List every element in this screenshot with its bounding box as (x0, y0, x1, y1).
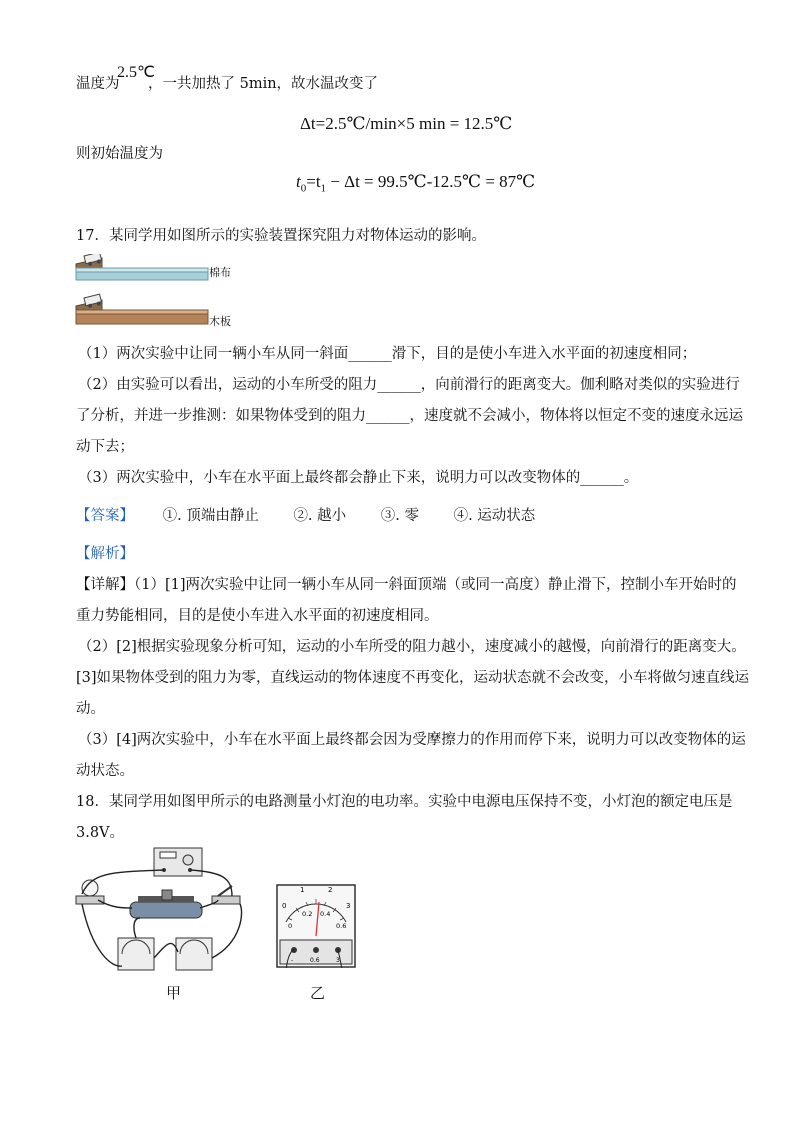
tick-bottom-0: 0 (288, 922, 293, 930)
detail-2: 重力势能相同，目的是使小车进入水平面的初速度相同。 (76, 608, 439, 624)
q17-part2c: 动下去； (76, 439, 134, 455)
tick-edge-right: 3 (346, 902, 351, 910)
answer-tag: 【答案】 (76, 508, 134, 524)
answer-row (76, 506, 549, 526)
label-wood: 木板 (209, 315, 231, 328)
equation-delta-t: Δt=2.5℃/min×5 min = 12.5℃ (300, 114, 513, 133)
tick-bottom-06: 0.6 (336, 922, 347, 930)
q17-stem: 17．某同学用如图所示的实验装置探究阻力对物体运动的影响。 (76, 228, 486, 244)
rheostat (130, 890, 202, 918)
detail-7: 动状态。 (76, 763, 134, 779)
q17-part3: （3）两次实验中，小车在水平面上最终都会静止下来，说明力可以改变物体的______。 (78, 470, 639, 486)
ammeter-dial-figure (276, 884, 356, 968)
terminal-3: 3 (336, 957, 340, 964)
detail-4: [3]如果物体受到的阻力为零，直线运动的物体速度不再变化，运动状态就不会改变，小车将做匀速直线运 (76, 670, 750, 686)
equation-initial-temp: $t_0=t_1 - \Delta t$ = 99.5℃-12.5℃ = 87℃ (296, 172, 536, 195)
terminal-neg: - (291, 957, 294, 964)
detail-6: （3）[4]两次实验中，小车在水平面上最终都会因为受摩擦力的作用而停下来，说明力可以改变物体的运 (78, 732, 746, 748)
temp-rate-value: 2.5℃ (117, 64, 155, 81)
tick-top-1: 1 (300, 886, 305, 894)
q17-part2a: （2）由实验可以看出，运动的小车所受的阻力______，向前滑行的距离变大。伽利略对类似的实验进行 (78, 377, 740, 393)
tick-top-2: 2 (328, 886, 333, 894)
line-temp-rate (76, 74, 120, 94)
tick-bottom-04: 0.4 (320, 910, 331, 918)
answer-4: ④. 运动状态 (453, 508, 536, 524)
answer-1: ①. 顶端由静止 (162, 508, 259, 524)
answer-2: ②. 越小 (293, 508, 347, 524)
q18-stem-1: 18．某同学用如图甲所示的电路测量小灯泡的电功率。实验中电源电压保持不变，小灯泡的额定电压是 (76, 794, 733, 810)
tick-edge-left: 0 (282, 902, 287, 910)
detail-5: 动。 (76, 701, 105, 717)
line-initial-temp: 则初始温度为 (76, 146, 163, 162)
wood-track (76, 294, 208, 324)
line-temp-rate-post: ，一共加热了 5min，故水温改变了 (148, 76, 379, 92)
cloth-track (76, 254, 208, 280)
q17-part1: （1）两次实验中让同一辆小车从同一斜面______滑下，目的是使小车进入水平面的初速度相同； (78, 346, 697, 362)
figure-label-b: 乙 (310, 984, 326, 1002)
q17-part2b: 了分析，并进一步推测：如果物体受到的阻力______，速度就不会减小，物体将以恒定不变的速度永远运 (76, 408, 743, 424)
text: 温度为 (76, 76, 120, 92)
circuit-apparatus-figure (72, 842, 252, 984)
label-cloth: 棉布 (209, 266, 231, 279)
voltmeter (176, 938, 212, 970)
ammeter (118, 938, 154, 970)
analysis-tag: 【解析】 (76, 546, 134, 562)
figure-label-a: 甲 (166, 984, 182, 1002)
detail-1: 【详解】（1）[1]两次实验中让同一辆小车从同一斜面顶端（或同一高度）静止滑下，控制小车开始时的 (76, 577, 737, 593)
answer-3: ③. 零 (380, 508, 419, 524)
tick-bottom-02: 0.2 (302, 910, 313, 918)
detail-3: （2）[2]根据实验现象分析可知，运动的小车所受的阻力越小，速度减小的越慢，向前滑行的距离变大。 (78, 639, 746, 655)
power-supply (154, 848, 202, 876)
q18-stem-2: 3.8V。 (76, 825, 125, 841)
terminal-06: 0.6 (310, 957, 320, 964)
